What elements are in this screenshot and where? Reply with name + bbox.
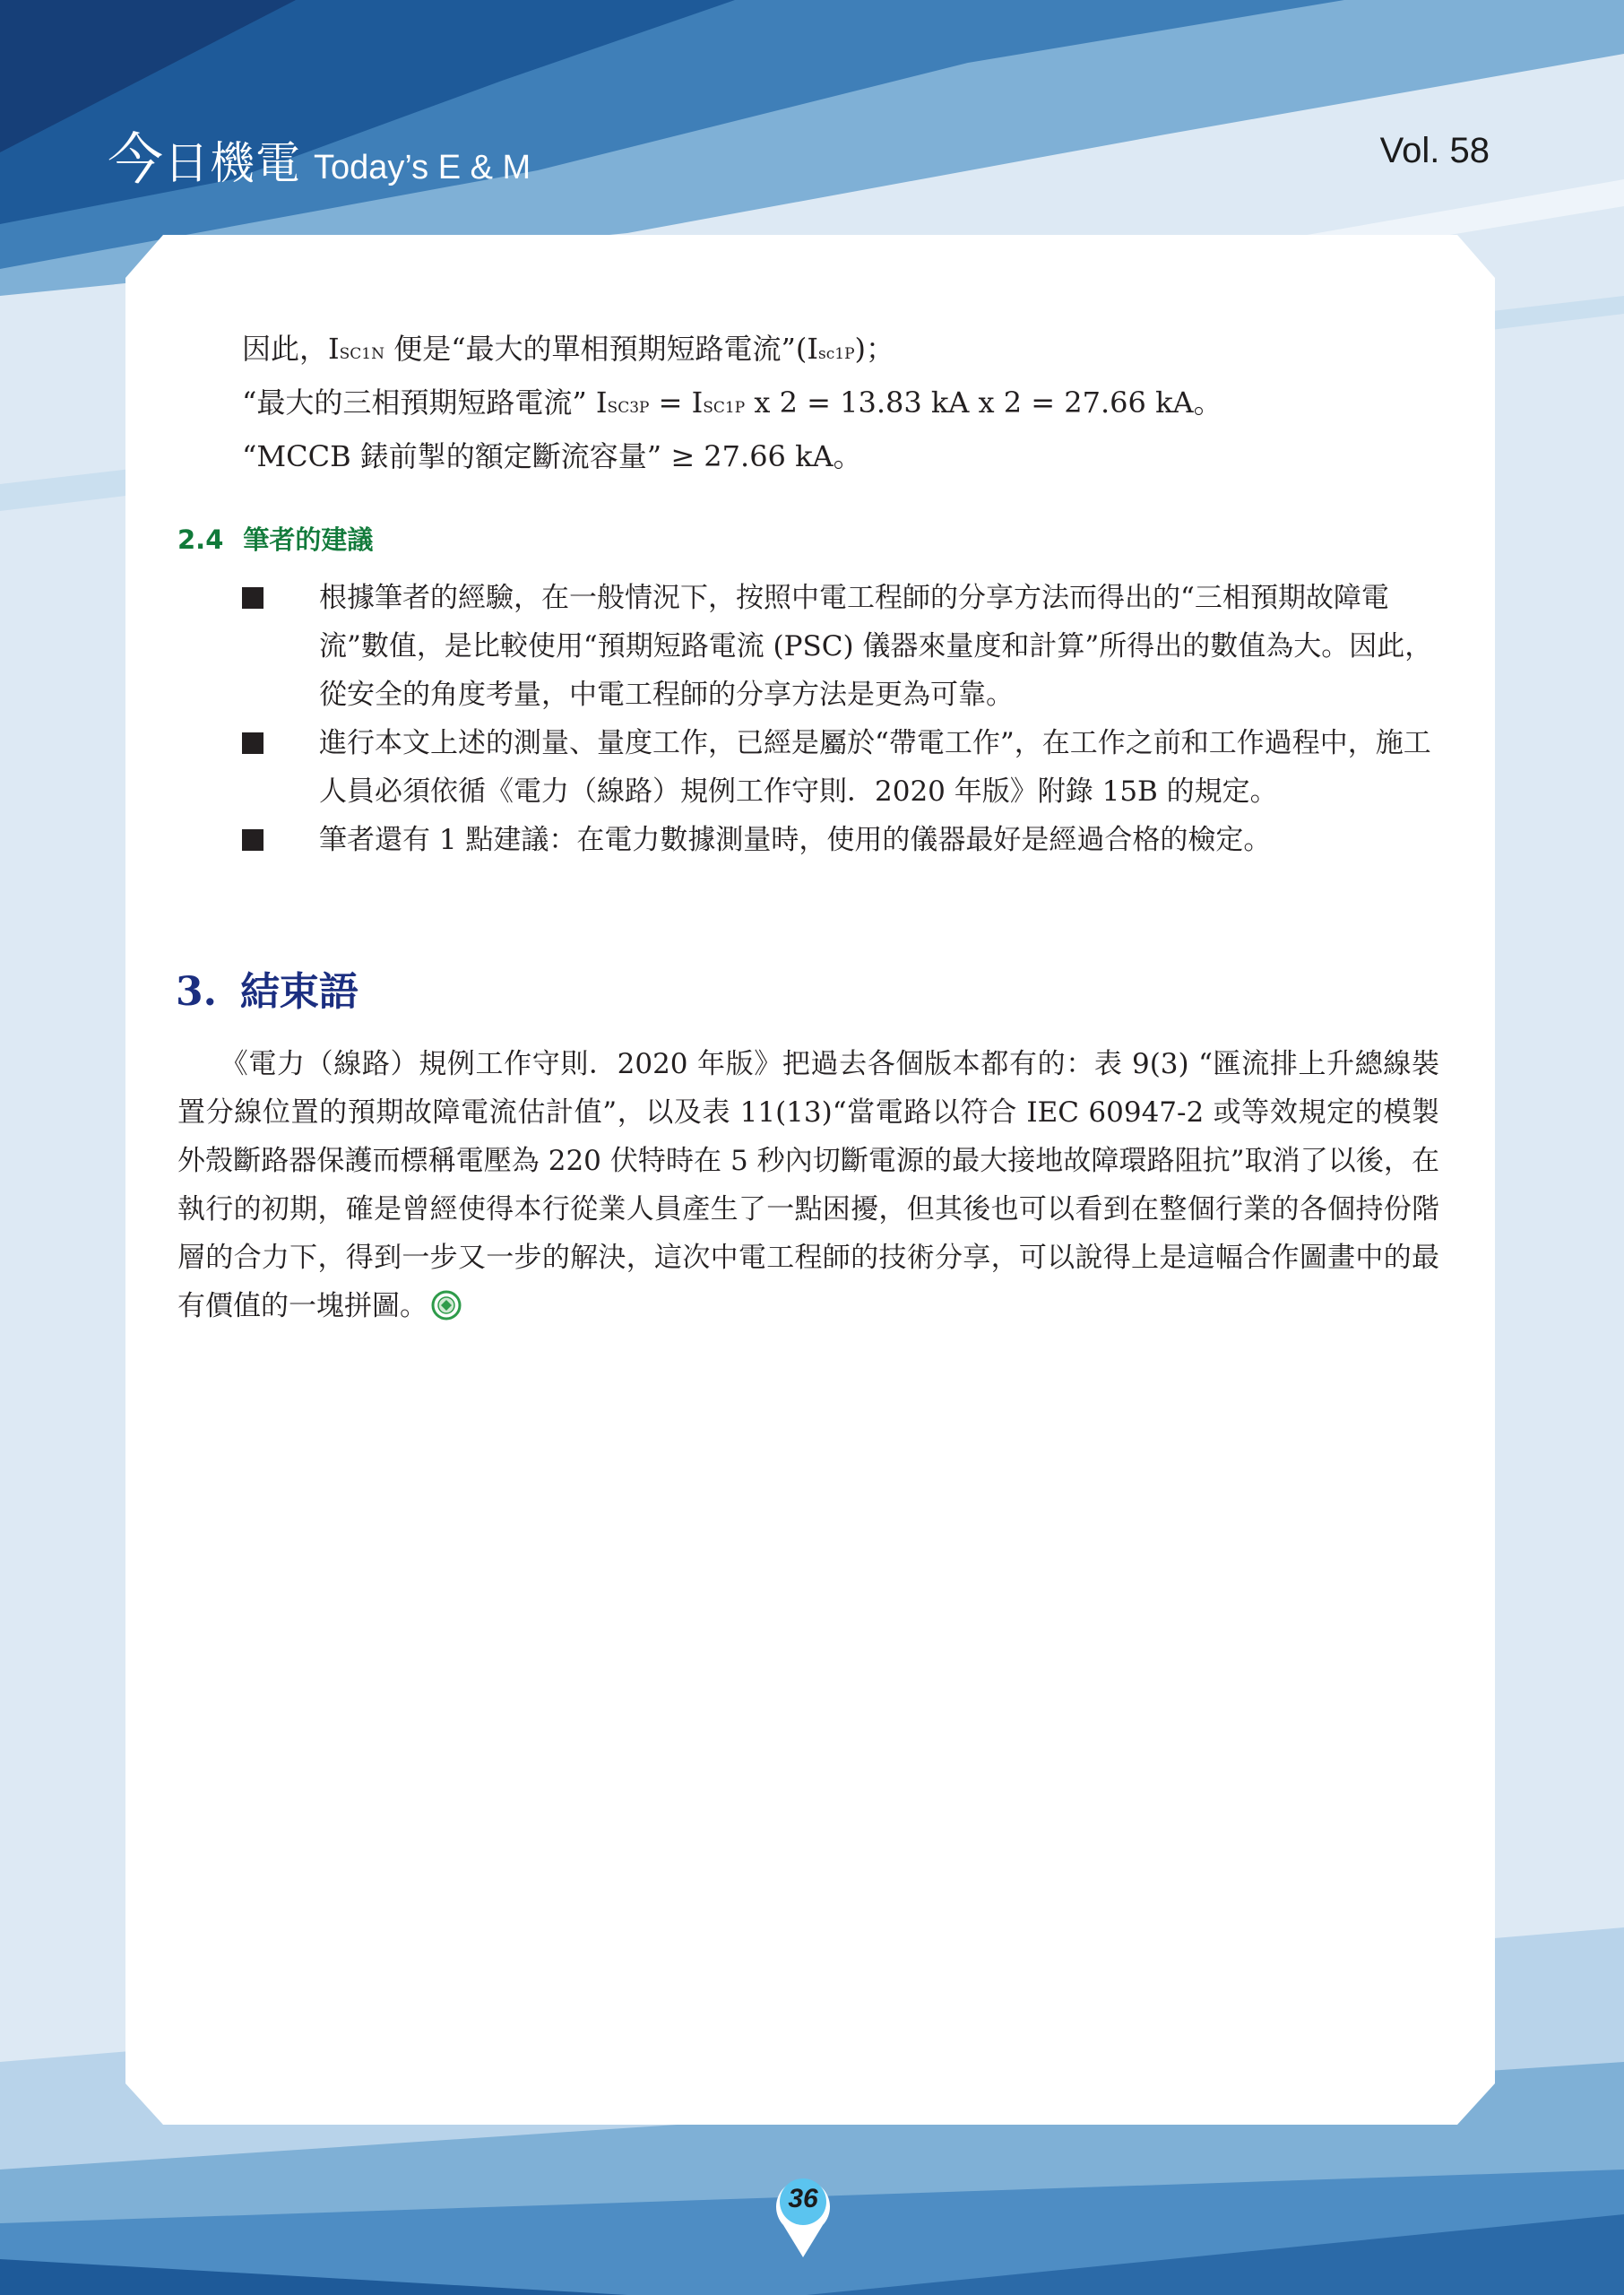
square-bullet-icon bbox=[242, 829, 263, 851]
section-3-heading bbox=[176, 959, 358, 1017]
list-item: 進行本文上述的測量、量度工作，已經是屬於“帶電工作”，在工作之前和工作過程中，施工人員必須依循《電力（線路）規例工作守則．2020 年版》附錄 15B 的規定。 bbox=[242, 719, 1443, 816]
masthead bbox=[108, 115, 531, 192]
equation-line-3: “MCCB 錶前掣的額定斷流容量” ≥ 27.66 kA。 bbox=[242, 439, 862, 473]
masthead-chinese-title: 今日機電 bbox=[108, 126, 302, 192]
masthead-english-title: Today’s E & M bbox=[314, 149, 531, 186]
section-2-4-heading bbox=[177, 520, 373, 557]
emsd-logo-end-icon bbox=[431, 1290, 462, 1321]
equation-line-2: “最大的三相預期短路電流” ISC3P = ISC1P x 2 = 13.83 kA x 2 = 27.66 kA。 bbox=[242, 385, 1222, 420]
square-bullet-icon bbox=[242, 732, 263, 754]
square-bullet-icon bbox=[242, 587, 263, 609]
recommendation-list bbox=[242, 574, 1443, 864]
volume-label: Vol. 58 bbox=[1379, 131, 1490, 170]
list-item: 筆者還有 1 點建議：在電力數據測量時，使用的儀器最好是經過合格的檢定。 bbox=[242, 816, 1443, 864]
list-item: 根據筆者的經驗，在一般情況下，按照中電工程師的分享方法而得出的“三相預期故障電流”數值，是比較使用“預期短路電流 (PSC) 儀器來量度和計算”所得出的數值為大。因此，從安全的角度考量，中電工程師的分享方法是更為可靠。 bbox=[242, 574, 1443, 719]
section-number: 3. bbox=[176, 969, 217, 1015]
equation-block bbox=[242, 325, 1222, 481]
section-title: 結束語 bbox=[239, 969, 358, 1015]
section-title: 筆者的建議 bbox=[243, 524, 374, 555]
conclusion-text: 《電力（線路）規例工作守則．2020 年版》把過去各個版本都有的：表 9(3) “匯流排上升總線裝置分線位置的預期故障電流估計值”，以及表 11(13)“當電路以符合 IEC 60947-2 或等效規定的模製外殼斷路器保護而標稱電壓為 220 伏特時在 5 秒內切斷電源的最大接地故障環路阻抗”取消了以後，在執行的初期，確是曾經使得本行從業人員產生了一點困擾，但其後也可以看到在整個行業的各個持份階層的合力下，得到一步又一步的解決，這次中電工程師的技術分享，可以說得上是這幅合作圖畫中的最有價值的一塊拼圖。 bbox=[177, 1048, 1439, 1322]
section-number: 2.4 bbox=[177, 524, 224, 555]
conclusion-paragraph bbox=[177, 1040, 1439, 1330]
equation-line-1: 因此，ISC1N 便是“最大的單相預期短路電流”(Isc1P)； bbox=[242, 332, 895, 366]
page-number: 36 bbox=[788, 2184, 818, 2213]
page-number-badge bbox=[771, 2169, 835, 2259]
